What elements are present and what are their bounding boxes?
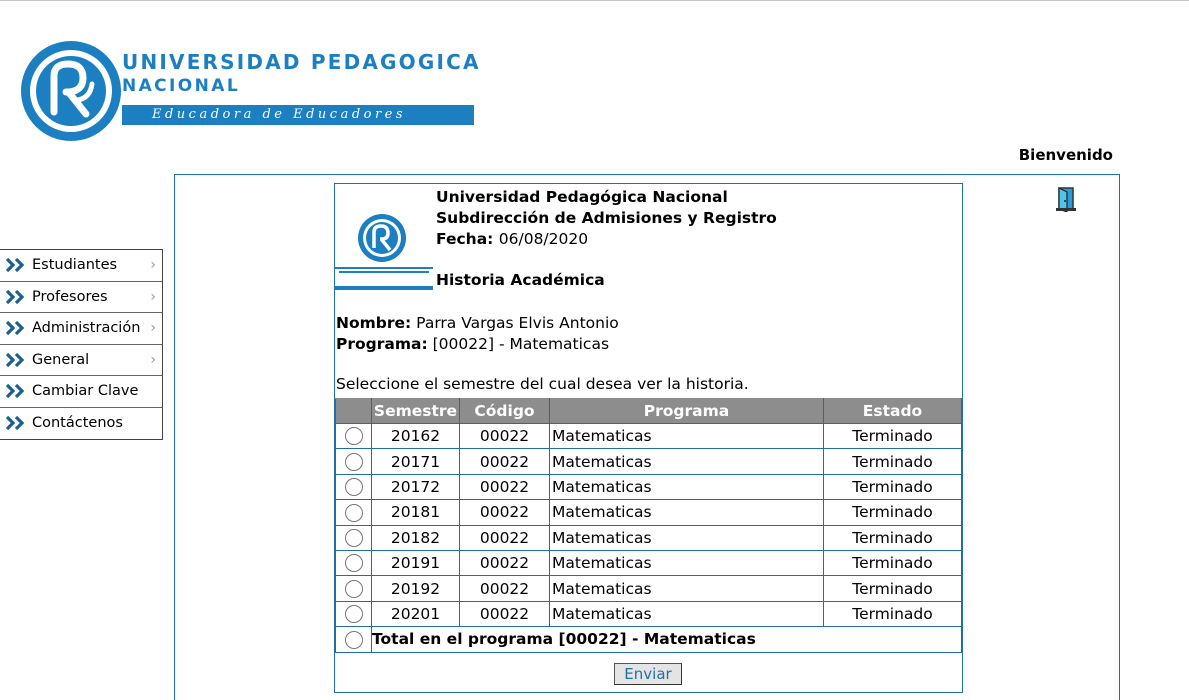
welcome-text: Bienvenido [1018, 146, 1113, 164]
semester-radio[interactable] [345, 580, 363, 598]
university-seal-icon [20, 40, 122, 142]
column-header-codigo: Código [460, 399, 550, 424]
student-name [336, 314, 619, 332]
menu-item-cambiar-clave[interactable] [0, 376, 162, 408]
main-menu [0, 249, 163, 440]
chevron-right-icon: › [150, 320, 156, 336]
semester-radio[interactable] [345, 529, 363, 547]
double-chevron-right-icon [6, 290, 26, 304]
table-header-row [336, 399, 962, 424]
semester-radio[interactable] [345, 605, 363, 623]
menu-item-label: Estudiantes [32, 257, 118, 274]
semester-table [335, 398, 962, 653]
column-header-select [336, 399, 372, 424]
university-small-logo-icon [335, 212, 433, 290]
submit-row [335, 651, 962, 692]
cell-semestre: 20171 [372, 449, 460, 474]
row-radio-cell [336, 424, 372, 449]
row-radio-cell [336, 601, 372, 626]
cell-codigo: 00022 [460, 474, 550, 499]
cell-estado: Terminado [824, 601, 962, 626]
cell-semestre: 20192 [372, 576, 460, 601]
cell-semestre: 20182 [372, 525, 460, 550]
university-logo[interactable] [20, 40, 480, 140]
row-radio-cell [336, 525, 372, 550]
semester-radio[interactable] [345, 427, 363, 445]
table-row[interactable] [336, 474, 962, 499]
semester-radio[interactable] [345, 504, 363, 522]
cell-semestre: 20201 [372, 601, 460, 626]
cell-semestre: 20181 [372, 500, 460, 525]
submit-button[interactable]: Enviar [614, 663, 682, 685]
cell-programa: Matematicas [550, 424, 824, 449]
cell-codigo: 00022 [460, 550, 550, 575]
table-row[interactable] [336, 601, 962, 626]
total-row [336, 627, 962, 652]
date-label: Fecha: [436, 230, 494, 248]
exit-door-icon[interactable] [1055, 186, 1079, 212]
cell-programa: Matematicas [550, 500, 824, 525]
name-value: Parra Vargas Elvis Antonio [416, 314, 619, 332]
column-header-semestre: Semestre [372, 399, 460, 424]
cell-programa: Matematicas [550, 525, 824, 550]
cell-estado: Terminado [824, 500, 962, 525]
column-header-programa: Programa [550, 399, 824, 424]
cell-codigo: 00022 [460, 601, 550, 626]
row-radio-cell [336, 449, 372, 474]
date-value: 06/08/2020 [498, 230, 589, 248]
menu-item-label: Contáctenos [32, 415, 123, 432]
column-header-estado: Estado [824, 399, 962, 424]
total-radio-cell [336, 627, 372, 652]
double-chevron-right-icon [6, 353, 26, 367]
logo-title-line1: UNIVERSIDAD PEDAGOGICA [122, 50, 481, 74]
chevron-right-icon: › [150, 288, 156, 305]
institution-name: Universidad Pedagógica Nacional [436, 188, 728, 206]
student-program [336, 335, 609, 353]
cell-programa: Matematicas [550, 601, 824, 626]
menu-item-administracion[interactable] [0, 313, 162, 345]
row-radio-cell [336, 500, 372, 525]
cell-programa: Matematicas [550, 576, 824, 601]
cell-semestre: 20162 [372, 424, 460, 449]
cell-codigo: 00022 [460, 525, 550, 550]
cell-estado: Terminado [824, 576, 962, 601]
semester-radio[interactable] [345, 478, 363, 496]
instruction-text: Seleccione el semestre del cual desea ver la historia. [336, 375, 749, 393]
top-border [0, 0, 1189, 1]
cell-programa: Matematicas [550, 474, 824, 499]
cell-codigo: 00022 [460, 500, 550, 525]
cell-programa: Matematicas [550, 550, 824, 575]
report-date [436, 230, 588, 248]
chevron-right-icon: › [150, 257, 156, 273]
logo-title-line2: NACIONAL [122, 76, 241, 96]
menu-item-label: Profesores [32, 288, 108, 305]
table-row[interactable] [336, 550, 962, 575]
double-chevron-right-icon [6, 384, 26, 398]
double-chevron-right-icon [6, 321, 26, 335]
table-row[interactable] [336, 424, 962, 449]
academic-history-form [334, 183, 963, 693]
office-name: Subdirección de Admisiones y Registro [436, 209, 777, 227]
chevron-right-icon: › [150, 351, 156, 368]
semester-radio[interactable] [345, 554, 363, 572]
cell-programa: Matematicas [550, 449, 824, 474]
menu-item-label: General [32, 351, 90, 368]
total-label: Total en el programa [00022] - Matematicas [372, 627, 962, 652]
menu-item-contactenos[interactable] [0, 408, 162, 440]
cell-estado: Terminado [824, 449, 962, 474]
logo-tagline: Educadora de Educadores [122, 105, 474, 125]
row-radio-cell [336, 576, 372, 601]
cell-estado: Terminado [824, 525, 962, 550]
cell-estado: Terminado [824, 424, 962, 449]
cell-semestre: 20191 [372, 550, 460, 575]
total-radio[interactable] [345, 631, 363, 649]
semester-radio[interactable] [345, 453, 363, 471]
row-radio-cell [336, 474, 372, 499]
menu-item-general[interactable] [0, 345, 162, 377]
program-value: [00022] - Matematicas [432, 335, 610, 353]
menu-item-label: Cambiar Clave [32, 383, 139, 400]
double-chevron-right-icon [6, 416, 26, 430]
cell-estado: Terminado [824, 550, 962, 575]
table-row[interactable] [336, 576, 962, 601]
cell-codigo: 00022 [460, 576, 550, 601]
cell-codigo: 00022 [460, 424, 550, 449]
cell-codigo: 00022 [460, 449, 550, 474]
table-row[interactable] [336, 525, 962, 550]
name-label: Nombre: [336, 314, 412, 332]
menu-item-profesores[interactable] [0, 282, 162, 314]
double-chevron-right-icon [6, 258, 26, 272]
cell-semestre: 20172 [372, 474, 460, 499]
cell-estado: Terminado [824, 474, 962, 499]
menu-item-estudiantes[interactable] [0, 250, 162, 282]
row-radio-cell [336, 550, 372, 575]
table-row[interactable] [336, 500, 962, 525]
menu-item-label: Administración [32, 320, 141, 337]
program-label: Programa: [336, 335, 428, 353]
report-title: Historia Académica [436, 271, 605, 289]
table-row[interactable] [336, 449, 962, 474]
